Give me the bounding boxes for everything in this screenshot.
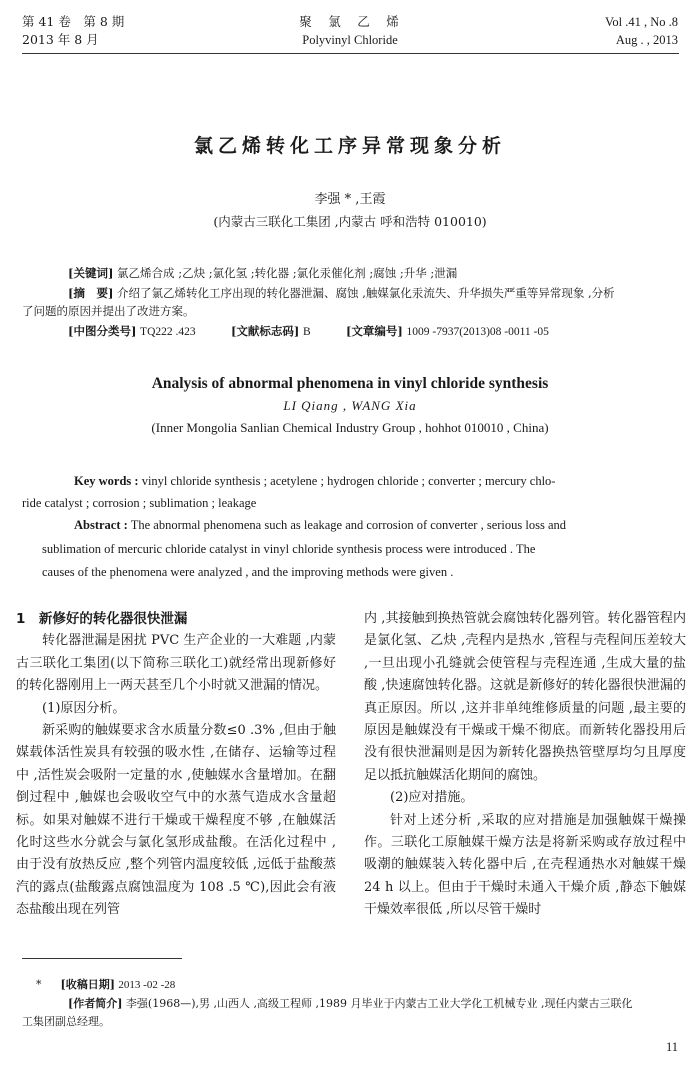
doc-code-value: B: [303, 326, 311, 338]
abstract-cn-text1: 介绍了氯乙烯转化工序出现的转化器泄漏、腐蚀 ,触媒氯化汞流失、升华损失严重等异常现象 ,分析: [117, 286, 615, 300]
author-bio-label: [作者简介]: [68, 997, 123, 1010]
section-1-paragraph-1: 转化器泄漏是困扰 PVC 生产企业的一大难题 ,内蒙古三联化工集团(以下简称三联化工)就经常出现新修好的转化器刚用上一两天甚至几个小时就又泄漏的情况。: [16, 633, 336, 694]
abstract-en-label: Abstract :: [74, 518, 128, 532]
doc-code-label: [文献标志码]: [230, 324, 300, 338]
abstract-cn-line1: [22, 284, 686, 302]
footnote-star: *: [36, 978, 42, 991]
header-vol-en: Vol .41 , No .8: [604, 15, 678, 29]
abstract-en-line3: causes of the phenomena were analyzed , and the improving methods were given .: [42, 565, 454, 579]
abstract-en-line2: sublimation of mercuric chloride catalyst in vinyl chloride synthesis process were introduced . The: [42, 542, 536, 556]
abstract-en-line1: [46, 514, 658, 536]
author-bio-text1: 李强(1968—),男 ,山西人 ,高级工程师 ,1989 月毕业于内蒙古工业大学化工机械专业 ,现任内蒙古三联化: [125, 997, 633, 1010]
keywords-cn-label: [关键词]: [68, 266, 114, 280]
header-journal-en: Polyvinyl Chloride: [302, 33, 398, 47]
title-en: Analysis of abnormal phenomena in vinyl chloride synthesis: [151, 375, 549, 392]
title-cn: 氯乙烯转化工序异常现象分析: [193, 135, 506, 157]
keywords-cn-text: 氯乙烯合成 ;乙炔 ;氯化氢 ;转化器 ;氯化汞催化剂 ;腐蚀 ;升华 ;泄漏: [117, 266, 458, 280]
keywords-en-line2: ride catalyst ; corrosion ; sublimation ; leakage: [22, 496, 257, 510]
keywords-en-line1: [46, 470, 658, 492]
footnote-author-line1: [22, 995, 686, 1013]
keywords-en-label: Key words :: [74, 474, 139, 488]
footnote-received: [22, 976, 686, 994]
section-1-paragraph-3: 内 ,其接触到换热管就会腐蚀转化器列管。转化器管程内是氯化氢、乙炔 ,壳程内是热水 ,管程与壳程间压差较大 ,一旦出现小孔缝就会使管程与壳程连通 ,生成大量的盐酸 ,快速腐蚀转化器。这就是新修好的转化器很快泄漏的真正原因。所以 ,这并非单纯维修质量的问题 ,最主要的原因是触媒没有干燥或干燥不彻底。而新转化器投用后没有很快泄漏则是因为新转化器换热管壁厚均匀且厚度足以抵抗触媒活化期间的腐蚀。: [364, 611, 686, 783]
footnote-author-line2: 工集团副总经理。: [22, 1015, 110, 1028]
classification-line: [22, 322, 686, 341]
affiliation-cn: (内蒙古三联化工集团 ,内蒙古 呼和浩特 010010): [213, 214, 487, 229]
header-date: 2013 年 8 月: [22, 32, 99, 47]
section-1-measures-heading: (2)应对措施。: [390, 790, 474, 806]
body-right-column: [364, 608, 686, 922]
section-1-cause-heading: (1)原因分析。: [42, 700, 126, 716]
section-1-paragraph-2: 新采购的触媒要求含水质量分数≤0 .3% ,但由于触媒载体活性炭具有较强的吸水性 ,在储存、运输等过程中 ,活性炭会吸附一定量的水 ,使触媒水含量增加。在翻倒过程中 ,触媒也会吸收空气中的水蒸气造成水含量超标。如果对触媒不进行干燥或干燥程度不够 ,在触媒活化时这些水分就会与氯化氢形成盐酸。在活化过程中 ,由于没有放热反应 ,整个列管内温度较低 ,远低于盐酸蒸汽的露点(盐酸露点腐蚀温度为 108 .5 ℃),因此会有液态盐酸出现在列管: [16, 723, 336, 918]
abstract-cn-label: [摘 要]: [68, 286, 114, 300]
abstract-en-text1: The abnormal phenomena such as leakage and corrosion of converter , serious loss and: [130, 518, 566, 532]
header-journal-cn: 聚 氯 乙 烯: [299, 14, 401, 29]
footnote-rule: [22, 958, 182, 959]
clc-value: TQ222 .423: [140, 326, 196, 338]
affiliation-en: (Inner Mongolia Sanlian Chemical Industry Group , hohhot 010010 , China): [151, 420, 549, 435]
article-no-value: 1009 -7937(2013)08 -0011 -05: [406, 326, 549, 338]
keywords-cn: [22, 264, 686, 282]
authors-cn: 李强 * ,王霞: [314, 192, 386, 207]
body-left-column: [16, 608, 336, 922]
header-date-en: Aug . , 2013: [615, 33, 678, 47]
clc-label: [中图分类号]: [68, 324, 137, 338]
header-rule: [22, 53, 679, 54]
abstract-cn-line2: 了问题的原因并提出了改进方案。: [22, 304, 195, 318]
header-volume: 第 41 卷 第 8 期: [22, 14, 125, 29]
keywords-en-text1: vinyl chloride synthesis ; acetylene ; hydrogen chloride ; converter ; mercury chlo-: [141, 474, 556, 488]
section-1-paragraph-4: 针对上述分析 ,采取的应对措施是加强触媒干燥操作。三联化工原触媒干燥方法是将新采购或存放过程中吸潮的触媒装入转化器中后 ,在壳程通热水对触媒干燥 24 h 以上。但由于干燥时未通入干燥介质 ,静态下触媒干燥效率很低 ,所以尽管干燥时: [364, 812, 686, 918]
received-value: 2013 -02 -28: [118, 979, 176, 991]
received-label: [收稿日期]: [60, 978, 115, 991]
page-number: 11: [665, 1040, 678, 1054]
authors-en: LI Qiang , WANG Xia: [283, 398, 417, 413]
article-no-label: [文章编号]: [345, 324, 403, 338]
section-1-heading: 1 新修好的转化器很快泄漏: [16, 611, 188, 627]
